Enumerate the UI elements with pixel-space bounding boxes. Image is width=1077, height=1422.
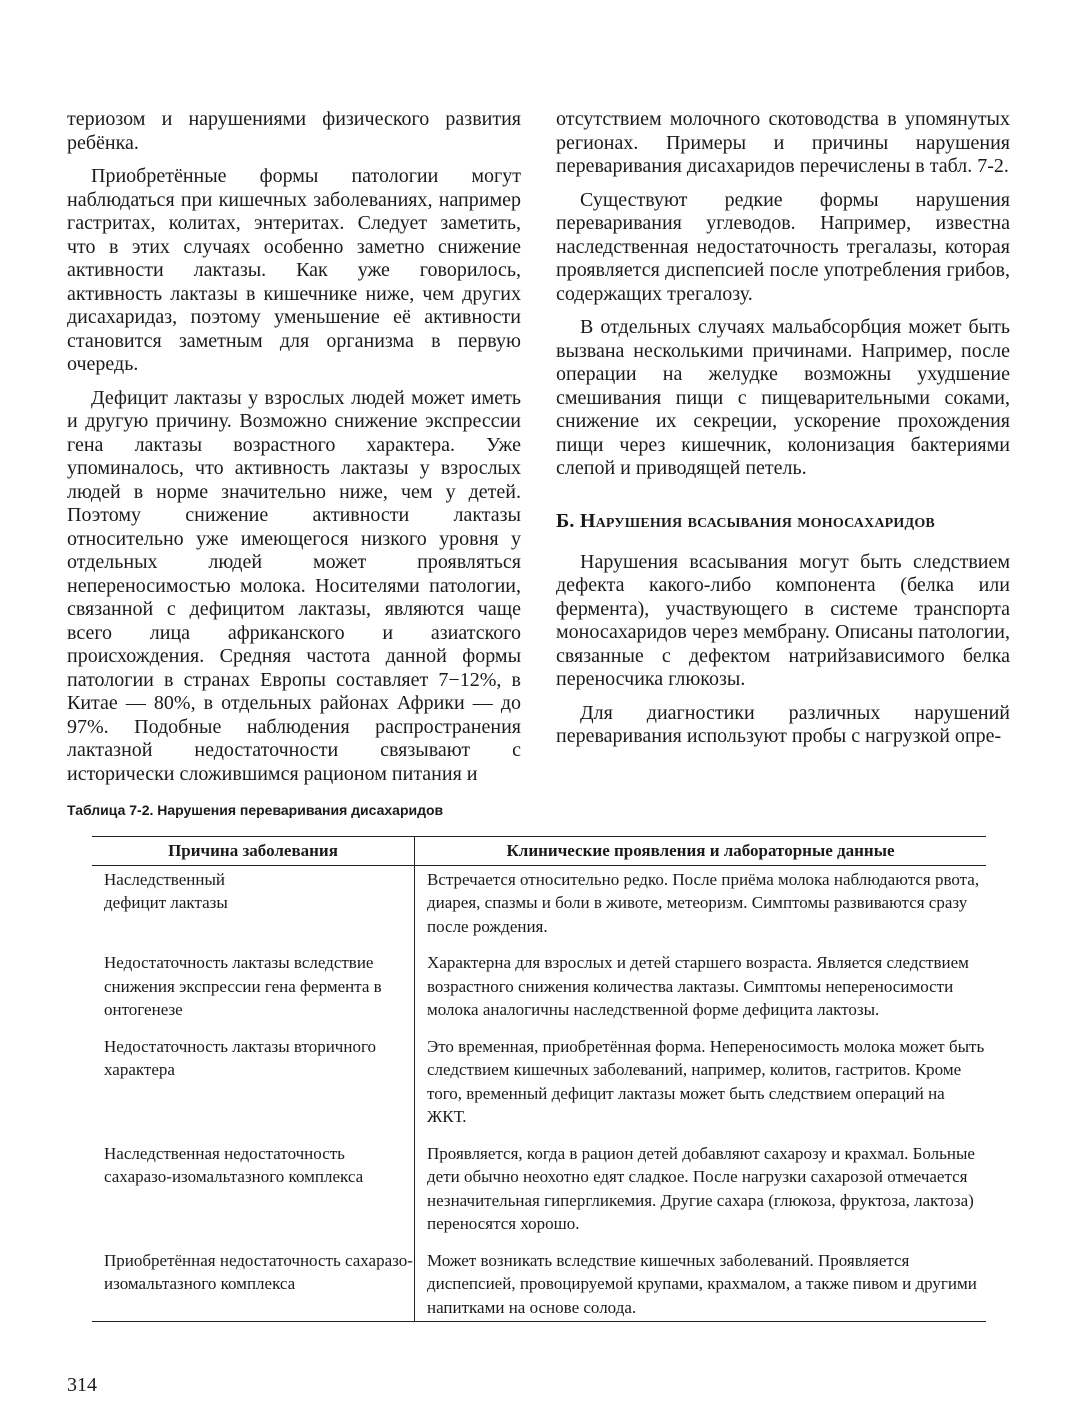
table-row (92, 1142, 986, 1249)
page-number: 314 (67, 1374, 97, 1396)
details-cell: Характерна для взрослых и детей старшего возраста. Является следствием возрастного снижения количества лактазы. Симптомы непереносимости молока аналогичны наследственной форме дефицита лактозы. (427, 953, 969, 1019)
details-cell: Встречается относительно редко. После приёма молока наблюдаются рвота, диарея, спазмы и боли в животе, метеоризм. Симптомы развиваются сразу после рождения. (427, 869, 980, 936)
right-paragraph-5: Для диагностики различных нарушений переваривания используют пробы с нагрузкой опре- (556, 701, 1010, 747)
cause-cell: Недостаточность лактазы вторичного характера (92, 1035, 415, 1142)
details-cell: Проявляется, когда в рацион детей добавляют сахарозу и крахмал. Больные дети обычно неохотно едят сладкое. После нагрузки сахарозой отмечается незначительная гипергликемия. Другие сахара (глюкоза, фруктоза, лактоза) переносятся хорошо. (427, 1143, 975, 1233)
column-header-details: Клинические проявления и лабораторные данные (415, 837, 987, 866)
table-row (92, 865, 986, 951)
cause-cell: Наследственная недостаточность сахаразо-изомальтазного комплекса (92, 1142, 415, 1249)
details-cell: Может возникать вследствие кишечных заболеваний. Проявляется диспепсией, провоцируемой крупами, крахмалом, а также пивом и другими напитками на основе солода. (415, 1249, 987, 1322)
table-row (92, 1035, 986, 1142)
left-paragraph-1: териозом и нарушениями физического развития ребёнка. (67, 108, 521, 154)
cause-cell: Наследственный дефицит лактазы (92, 865, 415, 951)
left-paragraph-3: Дефицит лактазы у взрослых людей может иметь и другую причину. Возможно снижение экспрессии гена лактазы возрастного характера. Уже упоминалось, что активность лактазы у взрослых людей в норме значительно ниже, чем у детей. Поэтому снижение активности лактазы относительно уже имеющегося низкого уровня у отдельных людей может проявляться непереносимостью молока. Носителями патологии, связанной с дефицитом лактазы, являются чаще всего лица африканского и азиатского происхождения. Средняя частота данной формы патологии в странах Европы составляет 7−12%, в Китае — 80%, в отдельных районах Африки — до 97%. Подобные наблюдения распространения лактазной недостаточности связывают с исторически сложившимся рационом питания и (67, 386, 521, 785)
right-paragraph-4: Нарушения всасывания могут быть следствием дефекта какого-либо компонента (белка или фермента), участвующего в системе транспорта моносахаридов через мембрану. Описаны патологии, связанные с дефектом натрийзависимого белка переносчика глюкозы. (556, 550, 1010, 690)
cause-cell: Недостаточность лактазы вследствие снижения экспрессии гена фермента в онтогенезе (92, 951, 415, 1035)
details-cell: Это временная, приобретённая форма. Непереносимость молока может быть следствием кишечных заболеваний, например, колитов, гастритов. Кроме того, временный дефицит лактазы может быть следствием операций на ЖКТ. (427, 1036, 985, 1126)
right-paragraph-2: Существуют редкие формы нарушения переваривания углеводов. Например, известна наследственная недостаточность трегалазы, которая проявляется диспепсией после употребления грибов, содержащих трегалозу. (556, 188, 1010, 305)
table-header-row (92, 837, 986, 866)
right-paragraph-3: В отдельных случаях мальабсорбция может быть вызвана несколькими причинами. Например, после операции на желудке возможны ухудшение смешивания пищи с пищеварительными соками, снижение их секреции, ускорение прохождения пищи через кишечник, колонизация бактериями слепой и приводящей петель. (556, 316, 1010, 479)
right-paragraph-1: отсутствием молочного скотоводства в упомянутых регионах. Примеры и причины нарушения переваривания дисахаридов перечислены в табл. 7-2. (556, 108, 1010, 177)
table-row (92, 1249, 986, 1322)
table-row (92, 951, 986, 1035)
disaccharide-table (92, 836, 986, 1322)
right-column (556, 108, 1010, 759)
left-column (67, 108, 521, 796)
left-paragraph-2: Приобретённые формы патологии могут наблюдаться при кишечных заболеваниях, например гастритах, колитах, энтеритах. Следует заметить, что в этих случаях особенно заметно снижение активности лактазы. Как уже говорилось, активность лактазы в кишечнике ниже, чем других дисахаридаз, поэтому уменьшение её активности становится заметным для организма в первую очередь. (67, 165, 521, 375)
column-header-cause: Причина заболевания (92, 837, 415, 866)
section-heading: Б. Нарушения всасывания моносахаридов (556, 509, 935, 532)
cause-cell: Приобретённая недостаточность сахаразо-изомальтазного комплекса (92, 1249, 415, 1322)
table-caption: Таблица 7-2. Нарушения переваривания дисахаридов (67, 802, 444, 818)
